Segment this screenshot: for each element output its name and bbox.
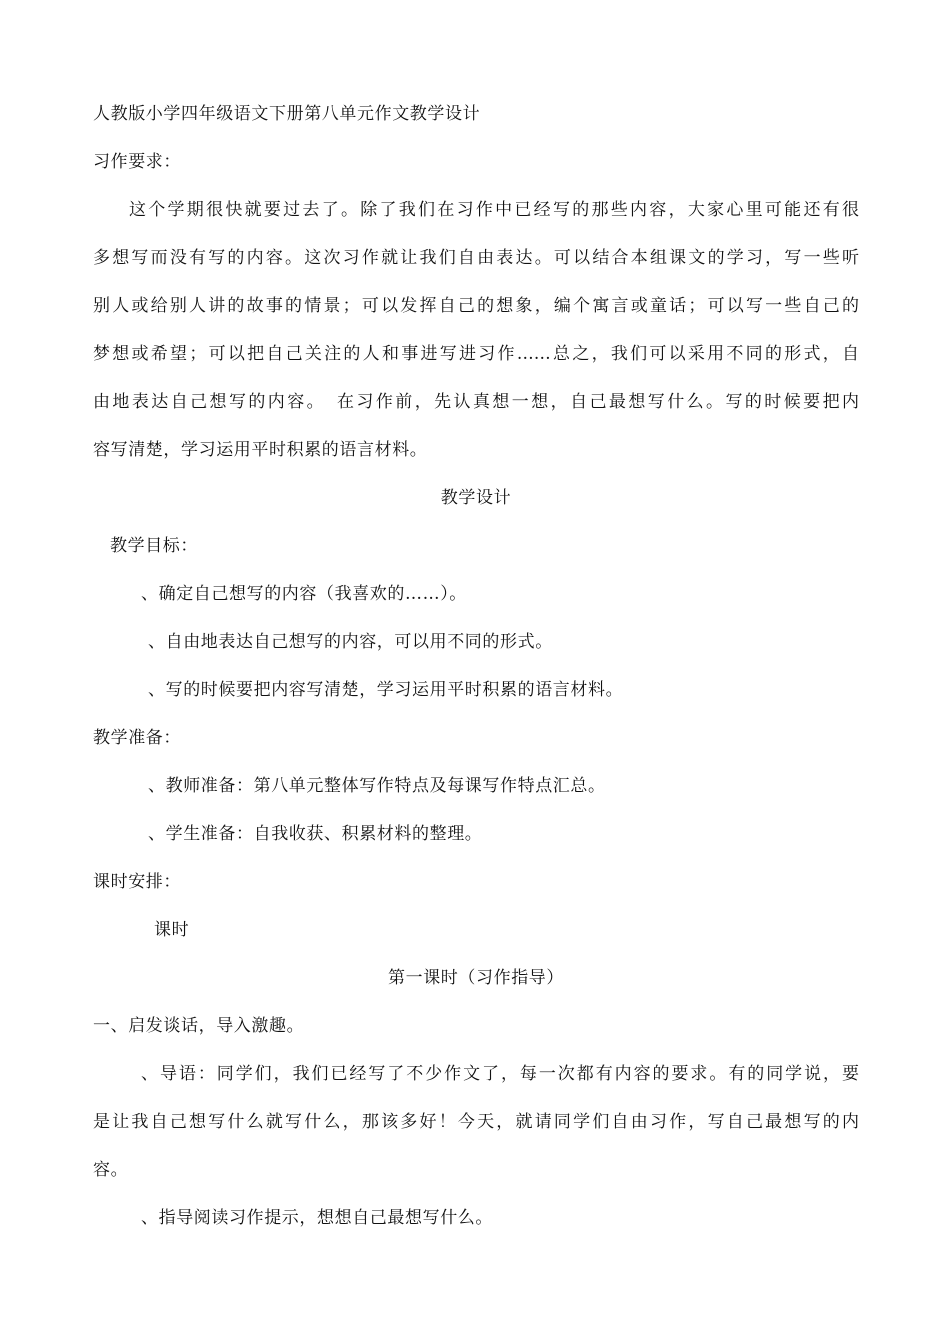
requirements-line-4: 梦想或希望；可以把自己关注的人和事进写进习作……总之，我们可以采用不同的形式，自 bbox=[93, 344, 859, 364]
goal-item-1: 、确定自己想写的内容（我喜欢的……）。 bbox=[141, 584, 467, 604]
goal-item-2: 、自由地表达自己想写的内容，可以用不同的形式。 bbox=[148, 632, 553, 652]
prep-heading: 教学准备： bbox=[93, 728, 181, 748]
requirements-line-1: 这个学期很快就要过去了。除了我们在习作中已经写的那些内容，大家心里可能还有很 bbox=[129, 200, 859, 220]
schedule-heading: 课时安排： bbox=[93, 872, 181, 892]
section1-item2: 、指导阅读习作提示，想想自己最想写什么。 bbox=[141, 1208, 493, 1228]
document-title: 人教版小学四年级语文下册第八单元作文教学设计 bbox=[93, 104, 481, 124]
requirements-line-5: 由地表达自己想写的内容。 在习作前，先认真想一想，自己最想写什么。写的时候要把内 bbox=[93, 392, 859, 412]
lesson-heading: 第一课时（习作指导） bbox=[388, 968, 564, 988]
requirements-line-2: 多想写而没有写的内容。这次习作就让我们自由表达。可以结合本组课文的学习，写一些听 bbox=[93, 248, 859, 268]
requirements-line-3: 别人或给别人讲的故事的情景；可以发挥自己的想象，编个寓言或童话；可以写一些自己的 bbox=[93, 296, 859, 316]
schedule-value: 课时 bbox=[154, 920, 190, 940]
section1-item1-line-1: 、导语：同学们，我们已经写了不少作文了，每一次都有内容的要求。有的同学说，要 bbox=[141, 1064, 859, 1084]
section1-item1-line-3: 容。 bbox=[93, 1160, 129, 1180]
prep-item-2: 、学生准备：自我收获、积累材料的整理。 bbox=[148, 824, 483, 844]
section1-item1-line-2: 是让我自己想写什么就写什么，那该多好！今天，就请同学们自由习作，写自己最想写的内 bbox=[93, 1112, 859, 1132]
design-heading: 教学设计 bbox=[440, 488, 512, 508]
section1-heading: 一、启发谈话，导入激趣。 bbox=[93, 1016, 305, 1036]
goals-heading: 教学目标： bbox=[110, 536, 198, 556]
prep-item-1: 、教师准备：第八单元整体写作特点及每课写作特点汇总。 bbox=[148, 776, 606, 796]
requirements-heading: 习作要求： bbox=[93, 152, 181, 172]
requirements-line-6: 容写清楚，学习运用平时积累的语言材料。 bbox=[93, 440, 428, 460]
goal-item-3: 、写的时候要把内容写清楚，学习运用平时积累的语言材料。 bbox=[148, 680, 624, 700]
